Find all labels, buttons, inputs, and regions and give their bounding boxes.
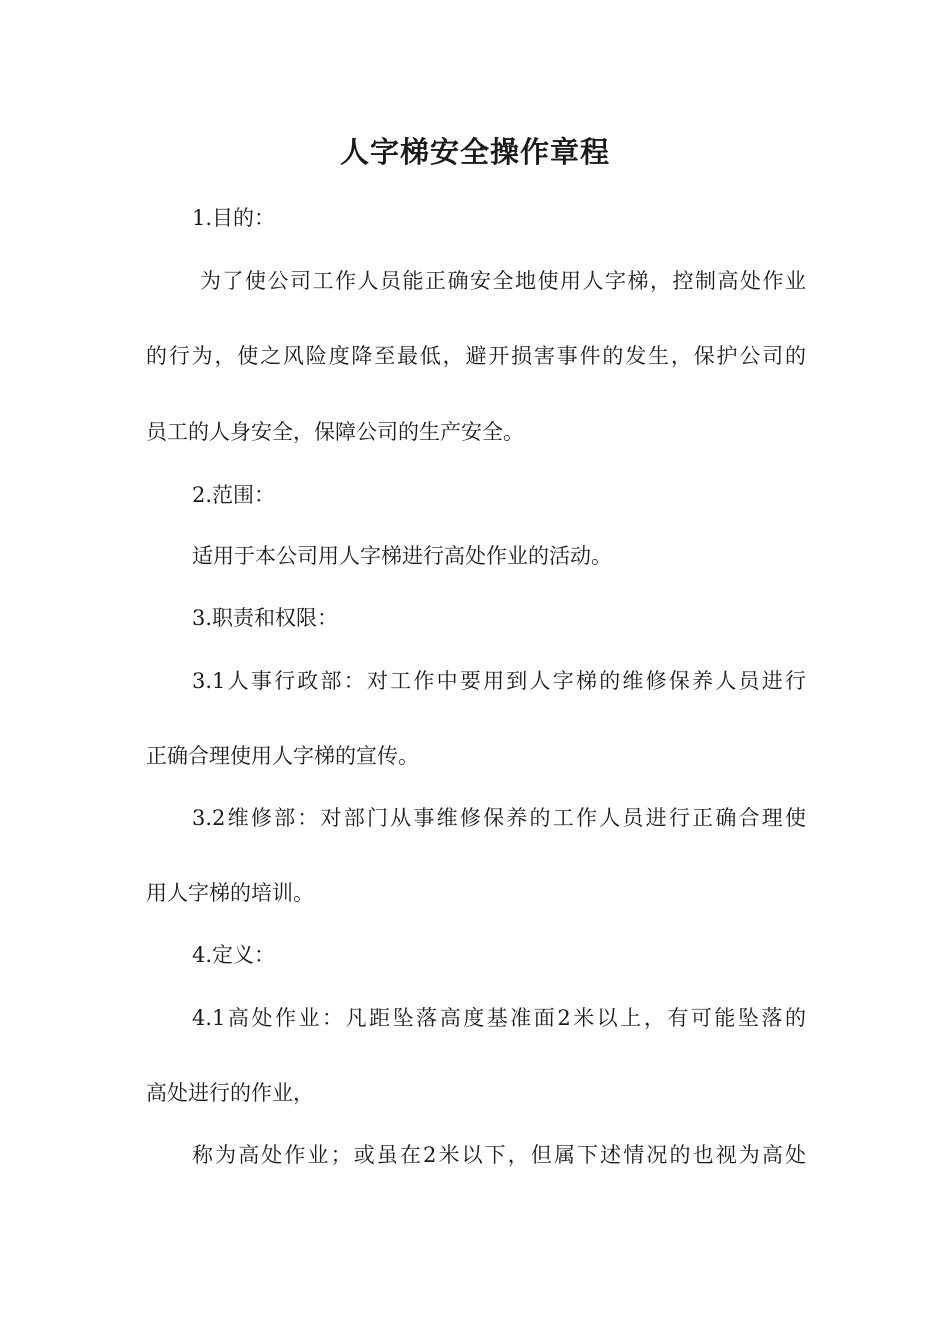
paragraph-line: 用人字梯的培训。 [146, 881, 314, 905]
paragraph-line: 的行为，使之风险度降至最低，避开损害事件的发生，保护公司的 [146, 344, 806, 368]
section-heading-definitions: 4.定义： [192, 943, 276, 967]
paragraph-line: 3.1人事行政部：对工作中要用到人字梯的维修保养人员进行 [192, 669, 806, 693]
section-heading-scope: 2.范围： [192, 483, 276, 507]
section-heading-responsibilities: 3.职责和权限： [192, 606, 339, 630]
paragraph-line: 4.1高处作业：凡距坠落高度基准面2米以上，有可能坠落的 [192, 1006, 806, 1030]
paragraph-line: 正确合理使用人字梯的宣传。 [146, 744, 419, 768]
paragraph-line: 高处进行的作业， [146, 1081, 314, 1105]
paragraph-line: 称为高处作业；或虽在2米以下，但属下述情况的也视为高处 [192, 1143, 806, 1167]
section-heading-purpose: 1.目的： [192, 206, 276, 230]
paragraph-line: 员工的人身安全，保障公司的生产安全。 [146, 420, 524, 444]
paragraph-line: 3.2维修部：对部门从事维修保养的工作人员进行正确合理使 [192, 806, 806, 830]
paragraph-line: 为了使公司工作人员能正确安全地使用人字梯，控制高处作业 [200, 269, 806, 293]
paragraph-line: 适用于本公司用人字梯进行高处作业的活动。 [192, 544, 612, 568]
page-title: 人字梯安全操作章程 [339, 135, 610, 169]
